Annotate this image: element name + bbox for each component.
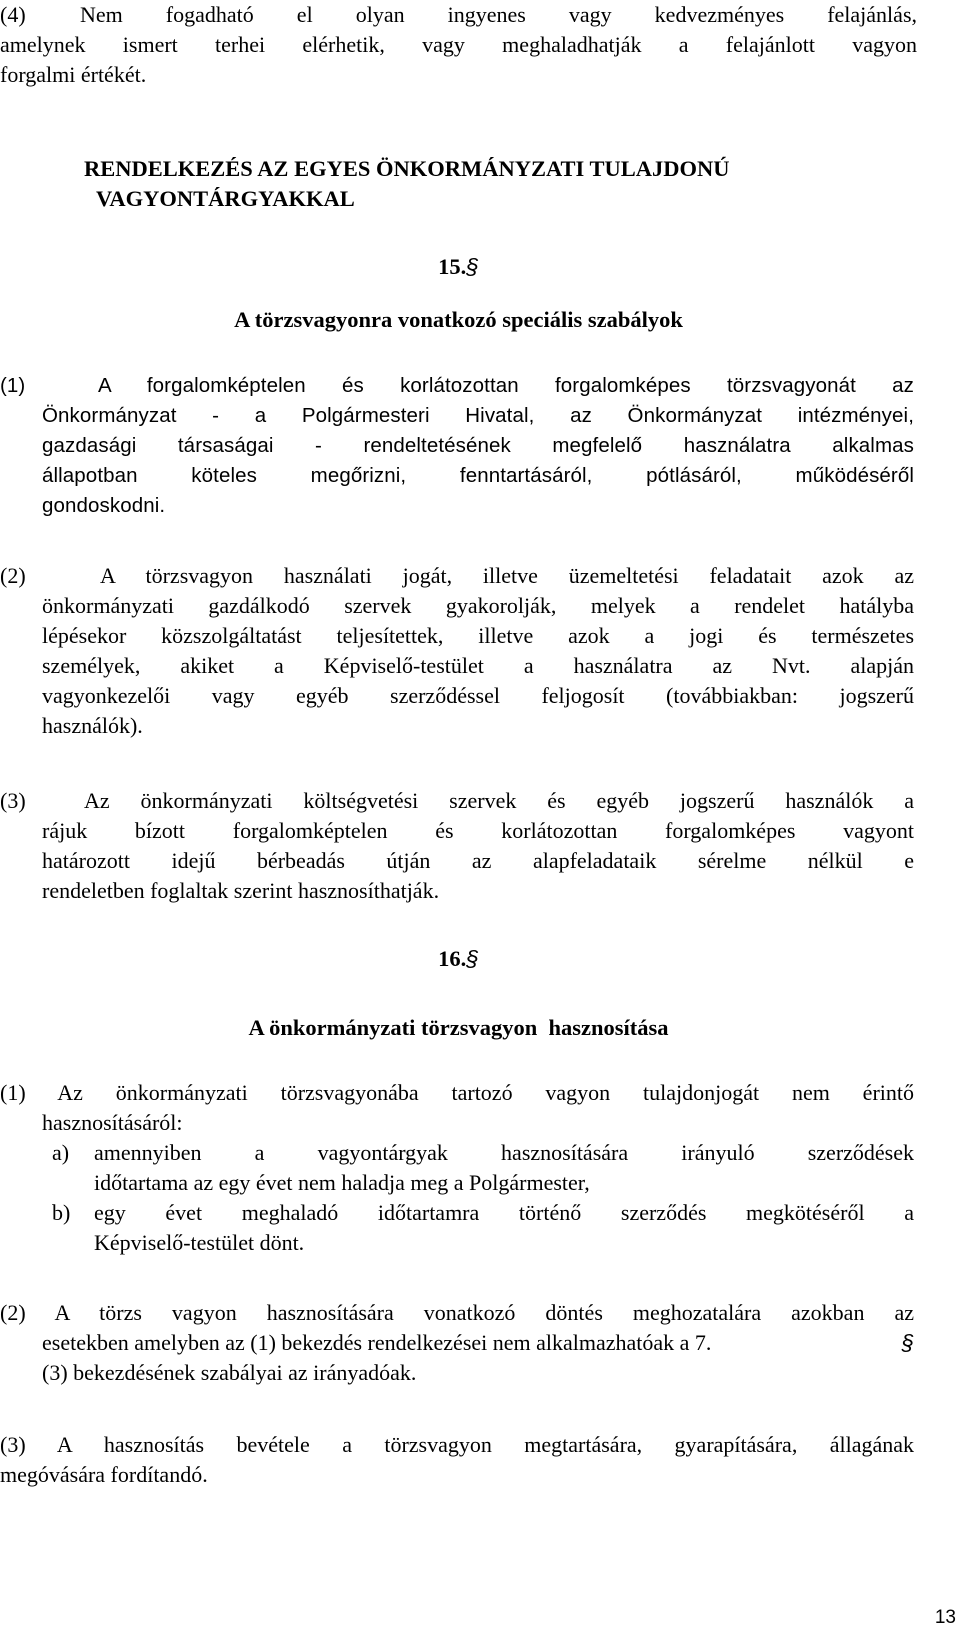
list-marker: a) [52,1140,70,1165]
section-16-paragraph-2 [0,1298,914,1388]
text-line: egy évet meghaladó időtartamra történő szerződés megkötéséről a [94,1200,914,1225]
section-number: 15. [438,254,467,279]
list-item [52,1198,914,1258]
chapter-title-line: RENDELKEZÉS AZ EGYES ÖNKORMÁNYZATI TULAJDONÚ [84,156,730,181]
text-line: Képviselő-testület dönt. [94,1230,305,1255]
text-line: gondoskodni. [42,494,166,517]
text-line: személyek, akiket a Képviselő-testület a használatra az Nvt. alapján [42,653,914,678]
text-line: használók). [42,713,143,738]
section-16-paragraph-3 [0,1430,914,1490]
section-16-title: A önkormányzati törzsvagyon hasznosítása [248,1015,669,1040]
text-line: forgalmi értékét. [0,62,147,87]
section-15-paragraph-2 [0,561,914,741]
text-line: hasznosításáról: [42,1110,183,1135]
page-number: 13 [934,1607,956,1628]
text-line: lépésekor közszolgáltatást teljesítettek, illetve azok a jogi és természetes [42,623,914,648]
text-line: amelynek ismert terhei elérhetik, vagy meghaladhatják a felajánlott vagyon [0,32,917,57]
section-16-number [0,944,917,974]
text-line: (2) A törzs vagyon hasznosítására vonatkozó döntés meghozatalára azokban az [0,1300,914,1325]
text-line: állapotban köteles megőrizni, fenntartásáról, pótlásáról, működéséről [42,464,914,487]
text-line: Az önkormányzati költségvetési szervek és egyéb jogszerű használók a [84,788,914,813]
section-16-paragraph-1 [0,1078,914,1258]
chapter-title-line: VAGYONTÁRGYAKKAL [96,186,355,211]
section-symbol: § [466,946,479,971]
section-15-paragraph-1 [0,371,914,521]
section-symbol: § [901,1330,914,1355]
text-line: A törzsvagyon használati jogát, illetve üzemeltetési feladatait azok az [100,563,914,588]
chapter-title [84,154,914,214]
paragraph-marker: (3) [0,788,26,813]
text-line: esetekben amelyben az (1) bekezdés rendelkezései nem alkalmazhatóak a 7. [42,1330,712,1355]
text-line: A forgalomképtelen és korlátozottan forgalomképes törzsvagyonát az [98,374,914,397]
text-line: gazdasági társaságai - rendeltetésének megfelelő használatra alkalmas [42,434,914,457]
section-15-title: A törzsvagyonra vonatkozó speciális szabályok [234,307,683,332]
list-item [52,1138,914,1198]
text-line: amennyiben a vagyontárgyak hasznosítására irányuló szerződések [94,1140,914,1165]
text-line: (3) A hasznosítás bevétele a törzsvagyon megtartására, gyarapítására, állagának [0,1432,914,1457]
text-line: vagyonkezelői vagy egyéb szerződéssel feljogosít (továbbiakban: jogszerű [42,683,914,708]
paragraph-marker: (1) [0,374,26,397]
section-15-number [0,252,917,282]
text-line: határozott idejű bérbeadás útján az alapfeladataik sérelme nélkül e [42,848,914,873]
section-symbol: § [466,254,479,279]
section-15-paragraph-3 [0,786,914,906]
text-line: rendeletben foglaltak szerint hasznosíthatják. [42,878,440,903]
text-line: rájuk bízott forgalomképtelen és korlátozottan forgalomképes vagyont [42,818,914,843]
text-line: megóvására fordítandó. [0,1462,208,1487]
paragraph-4 [0,0,917,90]
list-marker: b) [52,1200,71,1225]
paragraph-marker: (2) [0,563,26,588]
section-number: 16. [438,946,467,971]
text-line: Nem fogadható el olyan ingyenes vagy kedvezményes felajánlás, [80,2,917,27]
text-line: (1) Az önkormányzati törzsvagyonába tartozó vagyon tulajdonjogát nem érintő [0,1080,914,1105]
text-line-with-symbol [42,1328,914,1358]
paragraph-marker: (4) [0,2,26,27]
text-line: időtartama az egy évet nem haladja meg a Polgármester, [94,1170,590,1195]
text-line: (3) bekezdésének szabályai az irányadóak. [42,1360,417,1385]
text-line: Önkormányzat - a Polgármesteri Hivatal, az Önkormányzat intézményei, [42,404,914,427]
text-line: önkormányzati gazdálkodó szervek gyakorolják, melyek a rendelet hatályba [42,593,914,618]
